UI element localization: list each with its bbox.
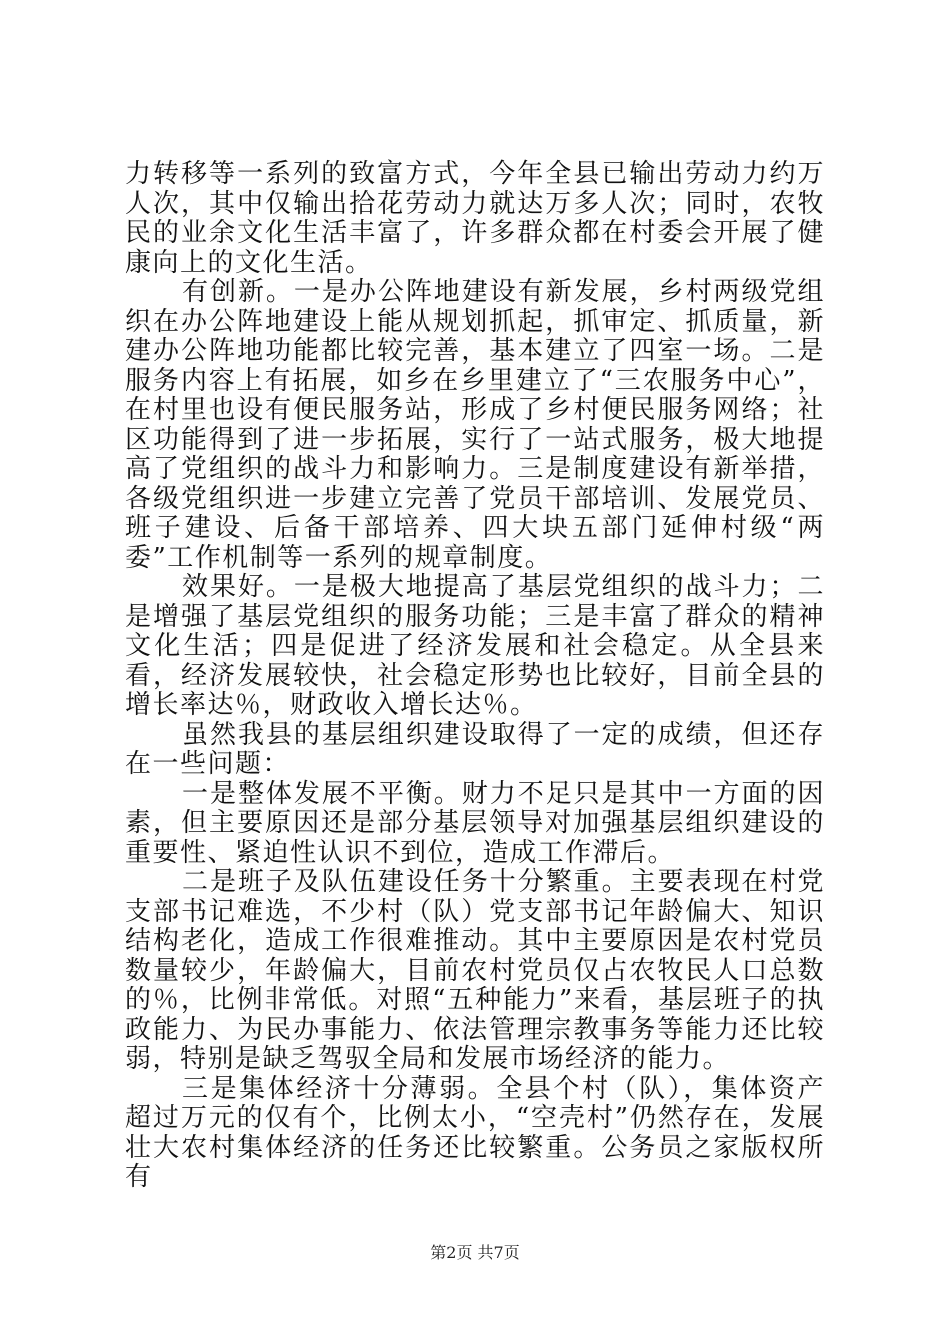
paragraph-4: 虽然我县的基层组织建设取得了一定的成绩，但还存在一些问题：	[125, 719, 825, 779]
page-footer	[0, 1240, 950, 1263]
paragraph-5: 一是整体发展不平衡。财力不足只是其中一方面的因素，但主要原因还是部分基层领导对加强基层组织建设的重要性、紧迫性认识不到位，造成工作滞后。	[125, 778, 825, 868]
paragraph-3: 效果好。一是极大地提高了基层党组织的战斗力；二是增强了基层党组织的服务功能；三是丰富了群众的精神文化生活；四是促进了经济发展和社会稳定。从全县来看，经济发展较快，社会稳定形势也比较好，目前全县的增长率达％，财政收入增长达％。	[125, 572, 825, 720]
document-body	[125, 160, 825, 1193]
paragraph-7: 三是集体经济十分薄弱。全县个村（队），集体资产超过万元的仅有个，比例太小，“空壳村”仍然存在，发展壮大农村集体经济的任务还比较繁重。公务员之家版权所有	[125, 1073, 825, 1192]
paragraph-2: 有创新。一是办公阵地建设有新发展，乡村两级党组织在办公阵地建设上能从规划抓起，抓审定、抓质量，新建办公阵地功能都比较完善，基本建立了四室一场。二是服务内容上有拓展，如乡在乡里建立了“三农服务中心”，在村里也设有便民服务站，形成了乡村便民服务网络；社区功能得到了进一步拓展，实行了一站式服务，极大地提高了党组织的战斗力和影响力。三是制度建设有新举措，各级党组织进一步建立完善了党员干部培训、发展党员、班子建设、后备干部培养、四大块五部门延伸村级“两委”工作机制等一系列的规章制度。	[125, 277, 825, 573]
page-number-label: 第2页 共7页	[430, 1243, 520, 1262]
paragraph-6: 二是班子及队伍建设任务十分繁重。主要表现在村党支部书记难选，不少村（队）党支部书记年龄偏大、知识结构老化，造成工作很难推动。其中主要原因是农村党员数量较少，年龄偏大，目前农村党员仅占农牧民人口总数的％，比例非常低。对照“五种能力”来看，基层班子的执政能力、为民办事能力、依法管理宗教事务等能力还比较弱，特别是缺乏驾驭全局和发展市场经济的能力。	[125, 867, 825, 1074]
paragraph-1: 力转移等一系列的致富方式，今年全县已输出劳动力约万人次，其中仅输出拾花劳动力就达万多人次；同时，农牧民的业余文化生活丰富了，许多群众都在村委会开展了健康向上的文化生活。	[125, 159, 825, 278]
